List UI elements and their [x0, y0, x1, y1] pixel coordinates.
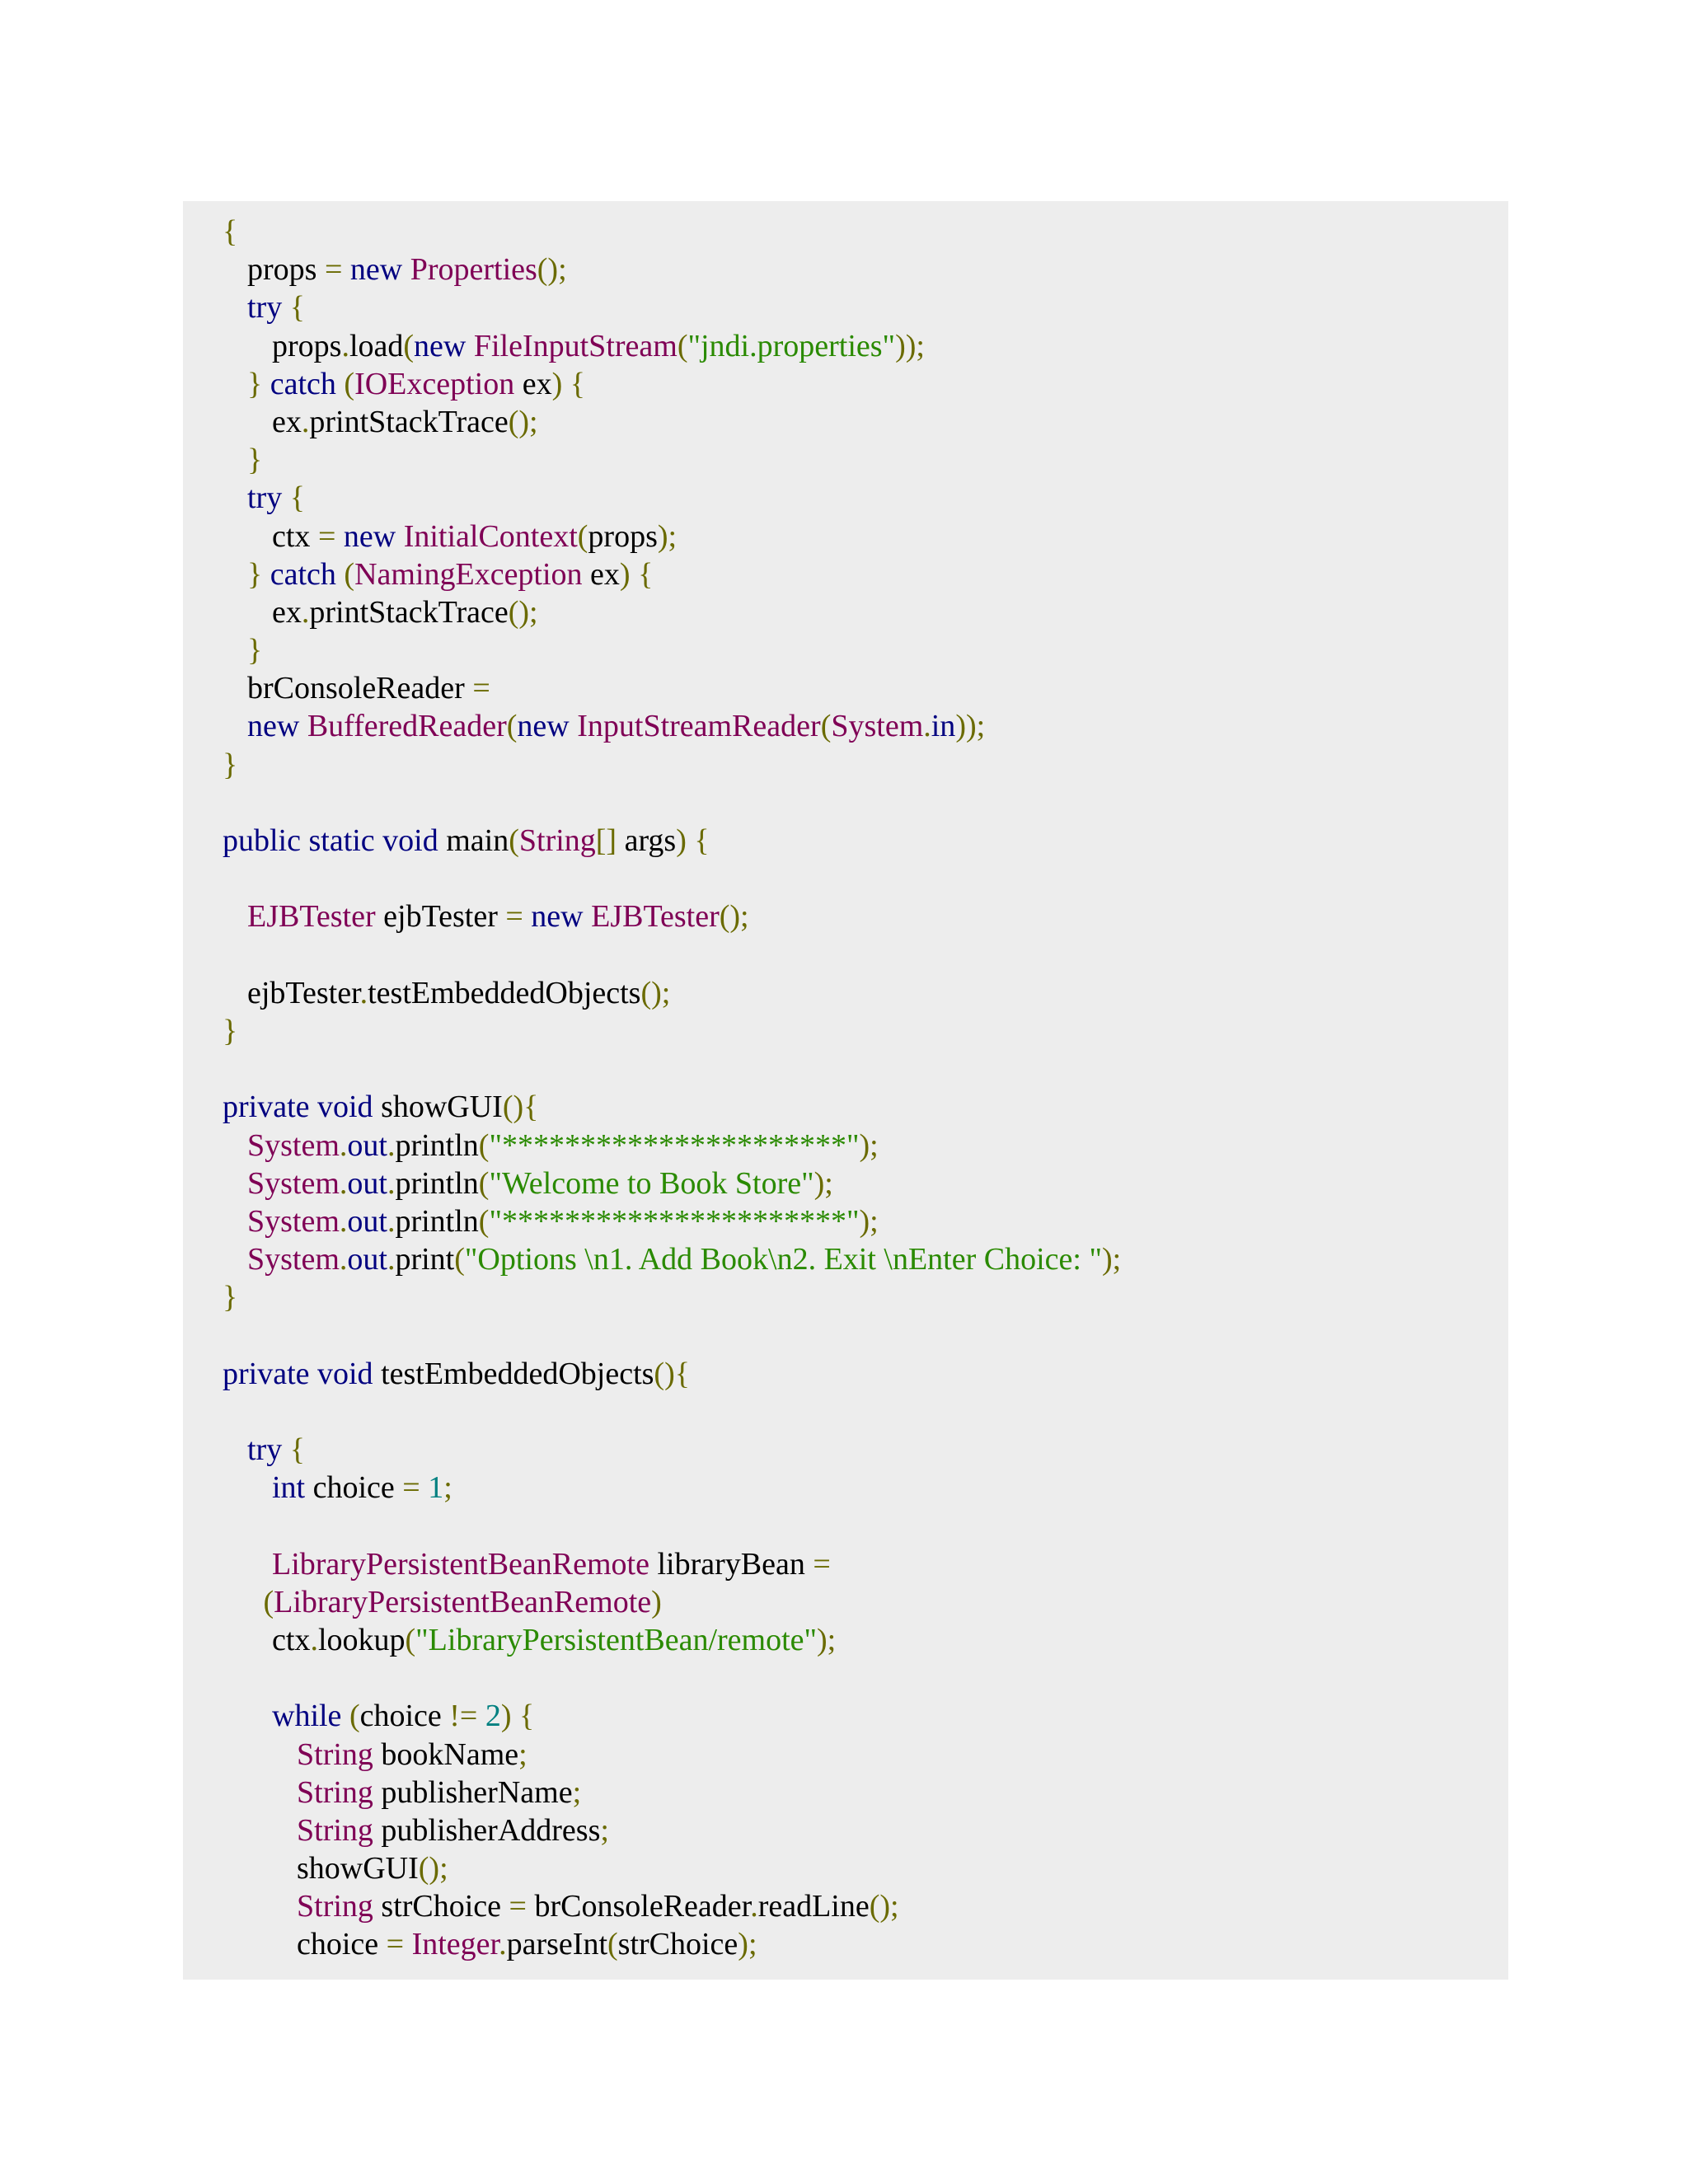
code-line — [183, 1088, 1508, 1126]
code-token: [] — [595, 823, 625, 858]
code-line — [183, 1240, 1508, 1278]
code-line — [183, 518, 1508, 555]
code-token: ( — [349, 1699, 360, 1734]
code-token: ( — [506, 709, 518, 744]
code-line — [183, 1165, 1508, 1202]
code-token: props — [272, 328, 342, 363]
code-token: ; — [518, 1736, 528, 1772]
code-token: ctx — [272, 1622, 311, 1657]
code-line — [183, 669, 1508, 707]
code-line — [183, 1621, 1508, 1659]
code-token: (); — [508, 594, 538, 630]
code-token: LibraryPersistentBeanRemote — [272, 1546, 658, 1582]
code-token: . — [387, 1242, 396, 1277]
code-token: String — [518, 823, 596, 858]
code-token: choice — [359, 1699, 450, 1734]
code-token: ( — [820, 709, 832, 744]
code-token: ; — [443, 1470, 452, 1506]
code-token: . — [339, 1203, 348, 1239]
code-token: ( — [577, 518, 588, 554]
code-token: ejbTester — [247, 975, 360, 1010]
code-token: testEmbeddedObjects — [368, 975, 641, 1010]
code-token: "**********************" — [489, 1127, 860, 1163]
code-token: . — [339, 1127, 348, 1163]
code-token: = — [386, 1927, 412, 1962]
code-token: . — [301, 594, 310, 630]
code-token: 1 — [428, 1470, 444, 1506]
code-token: ejbTester — [383, 899, 506, 935]
code-token: ; — [572, 1774, 582, 1810]
code-token: ); — [657, 518, 678, 554]
code-token: LibraryPersistentBeanRemote — [274, 1584, 652, 1619]
code-token: "jndi.properties" — [687, 328, 896, 363]
code-line — [183, 1393, 1508, 1431]
code-line — [183, 631, 1508, 669]
code-token: ( — [478, 1127, 490, 1163]
code-token: ex — [590, 556, 620, 592]
code-token: = — [509, 1889, 535, 1924]
code-token: IOException — [354, 366, 523, 401]
code-token: readLine — [757, 1889, 870, 1924]
code-token: out — [347, 1242, 387, 1277]
code-token: String — [297, 1889, 382, 1924]
code-token: try — [247, 290, 290, 326]
code-token: brConsoleReader — [534, 1889, 751, 1924]
code-token: out — [347, 1203, 387, 1239]
code-token: println — [395, 1127, 479, 1163]
code-line — [183, 1811, 1508, 1849]
code-token: } — [247, 633, 263, 668]
code-token: props — [247, 252, 325, 288]
code-token: System — [247, 1127, 340, 1163]
code-token: . — [387, 1203, 396, 1239]
code-token: = — [317, 518, 344, 554]
code-token: ; — [600, 1812, 609, 1848]
code-token: FileInputStream — [473, 328, 678, 363]
code-line — [183, 1316, 1508, 1354]
code-line — [183, 479, 1508, 517]
code-token: while — [272, 1699, 349, 1734]
code-token: . — [387, 1165, 396, 1201]
code-token: (); — [640, 975, 671, 1010]
code-token: String — [297, 1736, 382, 1772]
code-line — [183, 1774, 1508, 1811]
code-token: ) { — [676, 823, 710, 858]
code-token: main — [446, 823, 509, 858]
code-token: != — [449, 1699, 485, 1734]
code-line — [183, 1659, 1508, 1697]
code-token: ); — [1101, 1242, 1122, 1277]
code-token: try — [247, 480, 290, 516]
code-line — [183, 365, 1508, 403]
code-token: "LibraryPersistentBean/remote" — [415, 1622, 818, 1657]
code-token: catch — [270, 556, 345, 592]
code-token: ) { — [619, 556, 654, 592]
code-token: println — [395, 1203, 479, 1239]
code-token: . — [359, 975, 368, 1010]
code-token: new — [517, 709, 578, 744]
code-line — [183, 822, 1508, 860]
code-token: { — [289, 1432, 305, 1467]
code-line — [183, 1469, 1508, 1507]
code-token: } — [247, 443, 263, 478]
code-line — [183, 860, 1508, 898]
code-token: ( — [677, 328, 688, 363]
code-token: publisherAddress — [381, 1812, 601, 1848]
code-token: (){ — [654, 1356, 690, 1391]
code-token: "Options \n1. Add Book\n2. Exit \nEnter Choice: " — [464, 1242, 1102, 1277]
code-token: EJBTester — [247, 899, 384, 935]
code-line — [183, 213, 1508, 251]
code-line — [183, 1012, 1508, 1050]
code-token: System — [247, 1242, 340, 1277]
code-token: = — [324, 252, 350, 288]
code-line — [183, 784, 1508, 822]
code-token: } — [247, 366, 270, 401]
code-token: . — [923, 709, 931, 744]
code-line — [183, 1355, 1508, 1393]
code-line — [183, 1697, 1508, 1735]
code-token: in — [931, 709, 956, 744]
code-token: ( — [263, 1584, 274, 1619]
code-line — [183, 441, 1508, 479]
code-token: printStackTrace — [309, 594, 509, 630]
code-line — [183, 1507, 1508, 1544]
code-token: = — [505, 899, 532, 935]
code-token: load — [349, 328, 404, 363]
code-token: . — [750, 1889, 758, 1924]
code-token: props — [588, 518, 658, 554]
code-token: libraryBean — [657, 1546, 814, 1582]
code-line — [183, 1127, 1508, 1165]
code-token: new — [343, 518, 404, 554]
code-token: NamingException — [354, 556, 591, 592]
code-token: ( — [478, 1203, 490, 1239]
code-token: } — [223, 747, 238, 782]
code-token: System — [247, 1165, 340, 1201]
code-token: . — [339, 1165, 348, 1201]
code-line — [183, 707, 1508, 745]
code-token: (); — [869, 1889, 899, 1924]
code-line — [183, 746, 1508, 784]
code-token: (); — [508, 404, 538, 439]
code-token: InputStreamReader — [577, 709, 821, 744]
code-token: printStackTrace — [309, 404, 509, 439]
code-token: choice — [312, 1470, 403, 1506]
code-line — [183, 974, 1508, 1012]
code-token: catch — [270, 366, 345, 401]
code-token: 2 — [485, 1699, 501, 1734]
code-line — [183, 593, 1508, 631]
code-line — [183, 1431, 1508, 1469]
code-token: (); — [418, 1851, 448, 1886]
code-token: ); — [814, 1165, 833, 1201]
code-token: (); — [537, 252, 567, 288]
code-token: { — [289, 290, 305, 326]
code-token: "**********************" — [489, 1203, 860, 1239]
code-line — [183, 1736, 1508, 1774]
code-token: String — [297, 1812, 382, 1848]
code-token: testEmbeddedObjects — [381, 1356, 654, 1391]
code-block — [183, 201, 1508, 1980]
code-token: publisherName — [381, 1774, 573, 1810]
code-token: ex — [272, 594, 302, 630]
code-token: ex — [272, 404, 302, 439]
code-token: ) { — [500, 1699, 535, 1734]
code-token: print — [395, 1242, 455, 1277]
code-token: ); — [859, 1203, 879, 1239]
code-token: new — [414, 328, 474, 363]
code-token: private void — [223, 1090, 382, 1125]
code-token: Properties — [410, 252, 537, 288]
code-token: ); — [817, 1622, 837, 1657]
code-token: ) — [651, 1584, 662, 1619]
code-line — [183, 251, 1508, 288]
code-token: )); — [895, 328, 925, 363]
code-token: ) { — [551, 366, 585, 401]
code-token: out — [347, 1165, 387, 1201]
code-line — [183, 403, 1508, 441]
code-token: . — [499, 1927, 507, 1962]
code-token: ); — [738, 1927, 757, 1962]
code-token: { — [289, 480, 305, 516]
code-token: } — [247, 556, 270, 592]
code-token: parseInt — [506, 1927, 607, 1962]
code-line — [183, 898, 1508, 935]
code-token: . — [341, 328, 349, 363]
code-token: ( — [403, 328, 415, 363]
code-line — [183, 1925, 1508, 1963]
code-token: println — [395, 1165, 479, 1201]
code-token: String — [297, 1774, 382, 1810]
code-token: ( — [509, 823, 519, 858]
code-token: . — [310, 1622, 318, 1657]
code-token: args — [624, 823, 677, 858]
code-token: strChoice — [617, 1927, 738, 1962]
code-token: . — [301, 404, 310, 439]
code-token: { — [223, 214, 238, 249]
code-token: } — [223, 1280, 238, 1315]
code-token: ( — [344, 366, 355, 401]
code-token: brConsoleReader — [247, 671, 473, 706]
code-token: )); — [955, 709, 986, 744]
code-token: System — [831, 709, 924, 744]
code-token: ctx — [272, 518, 318, 554]
code-token: int — [272, 1470, 313, 1506]
code-token: = — [472, 671, 490, 706]
code-line — [183, 1202, 1508, 1240]
code-token: ex — [522, 366, 552, 401]
code-token: ( — [607, 1927, 618, 1962]
code-line — [183, 1583, 1508, 1621]
code-token: public static void — [223, 823, 447, 858]
code-token: Integer — [411, 1927, 499, 1962]
code-token: new — [531, 899, 592, 935]
code-token: choice — [297, 1927, 387, 1962]
code-token: ( — [405, 1622, 416, 1657]
code-token: try — [247, 1432, 290, 1467]
code-line — [183, 1545, 1508, 1583]
code-token: BufferedReader — [307, 709, 507, 744]
code-token: out — [347, 1127, 387, 1163]
code-token: InitialContext — [403, 518, 578, 554]
code-token: new — [247, 709, 307, 744]
code-token: lookup — [317, 1622, 406, 1657]
code-token: (){ — [502, 1090, 539, 1125]
code-line — [183, 1050, 1508, 1088]
code-token: ( — [454, 1242, 465, 1277]
code-line — [183, 288, 1508, 326]
code-token: strChoice — [381, 1889, 509, 1924]
code-token: = — [402, 1470, 429, 1506]
code-token: . — [387, 1127, 396, 1163]
code-token: EJBTester — [591, 899, 720, 935]
code-token: private void — [223, 1356, 382, 1391]
code-line — [183, 555, 1508, 593]
code-line — [183, 1887, 1508, 1925]
code-token: ( — [344, 556, 355, 592]
code-line — [183, 1849, 1508, 1887]
code-line — [183, 1278, 1508, 1316]
code-line — [183, 327, 1508, 365]
code-token: ( — [478, 1165, 490, 1201]
code-token: showGUI — [297, 1851, 419, 1886]
code-token: = — [813, 1546, 831, 1582]
code-token: new — [349, 252, 410, 288]
code-token: bookName — [381, 1736, 519, 1772]
code-token: . — [339, 1242, 348, 1277]
code-token: ); — [859, 1127, 879, 1163]
code-token: (); — [719, 899, 749, 935]
code-token: "Welcome to Book Store" — [489, 1165, 814, 1201]
code-token: } — [223, 1013, 238, 1048]
code-token: showGUI — [381, 1090, 503, 1125]
code-token: System — [247, 1203, 340, 1239]
code-line — [183, 936, 1508, 974]
